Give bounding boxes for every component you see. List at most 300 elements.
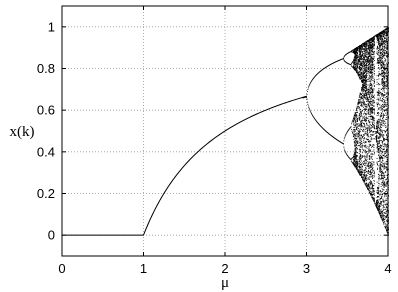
orbit-point: [360, 159, 361, 160]
orbit-point: [384, 61, 385, 62]
orbit-point: [384, 47, 385, 48]
orbit-point: [384, 149, 385, 150]
orbit-point: [373, 185, 374, 186]
orbit-point: [382, 110, 383, 111]
orbit-point: [388, 133, 389, 134]
orbit-point: [371, 104, 372, 105]
orbit-point: [373, 199, 374, 200]
orbit-point: [383, 223, 384, 224]
orbit-point: [373, 162, 374, 163]
orbit-point: [354, 132, 355, 133]
orbit-point: [383, 97, 384, 98]
orbit-point: [372, 59, 373, 60]
orbit-point: [378, 52, 379, 53]
orbit-point: [388, 222, 389, 223]
orbit-point: [380, 133, 381, 134]
orbit-point: [387, 76, 388, 77]
orbit-point: [362, 66, 363, 67]
orbit-point: [359, 165, 360, 166]
orbit-point: [373, 76, 374, 77]
orbit-point: [371, 79, 372, 80]
orbit-point: [386, 46, 387, 47]
orbit-point: [367, 68, 368, 69]
orbit-point: [367, 73, 368, 74]
orbit-point: [356, 138, 357, 139]
orbit-point: [377, 201, 378, 202]
orbit-point: [381, 107, 382, 108]
orbit-point: [361, 147, 362, 148]
orbit-point: [370, 90, 371, 91]
orbit-point: [370, 129, 371, 130]
orbit-point: [378, 71, 379, 72]
orbit-point: [361, 157, 362, 158]
bifurcation-curve: [62, 96, 307, 235]
orbit-point: [388, 130, 389, 131]
orbit-point: [373, 44, 374, 45]
orbit-point: [363, 53, 364, 54]
orbit-point: [381, 116, 382, 117]
orbit-point: [381, 186, 382, 187]
y-tick-label: 1: [47, 19, 55, 35]
orbit-point: [378, 179, 379, 180]
orbit-point: [363, 59, 364, 60]
orbit-point: [383, 137, 384, 138]
orbit-point: [362, 138, 363, 139]
orbit-point: [386, 82, 387, 83]
orbit-point: [379, 178, 380, 179]
orbit-point: [386, 106, 387, 107]
orbit-point: [368, 139, 369, 140]
orbit-point: [365, 71, 366, 72]
y-tick-label: 0: [47, 227, 55, 243]
orbit-point: [368, 166, 369, 167]
orbit-point: [383, 56, 384, 57]
orbit-point: [372, 93, 373, 94]
orbit-point: [379, 121, 380, 122]
orbit-point: [373, 38, 374, 39]
orbit-point: [378, 154, 379, 155]
orbit-point: [363, 78, 364, 79]
orbit-point: [369, 54, 370, 55]
orbit-point: [378, 197, 379, 198]
orbit-point: [382, 175, 383, 176]
orbit-point: [371, 156, 372, 157]
orbit-point: [380, 213, 381, 214]
orbit-point: [369, 70, 370, 71]
orbit-point: [372, 156, 373, 157]
orbit-point: [378, 185, 379, 186]
orbit-point: [379, 211, 380, 212]
orbit-point: [363, 56, 364, 57]
orbit-point: [359, 161, 360, 162]
orbit-point: [344, 150, 345, 151]
orbit-point: [353, 59, 354, 60]
orbit-point: [386, 179, 387, 180]
orbit-point: [386, 144, 387, 145]
orbit-point: [363, 107, 364, 108]
orbit-point: [377, 151, 378, 152]
orbit-point: [370, 46, 371, 47]
orbit-point: [388, 159, 389, 160]
orbit-point: [384, 79, 385, 80]
orbit-point: [362, 165, 363, 166]
orbit-point: [380, 119, 381, 120]
orbit-point: [388, 31, 389, 32]
orbit-point: [354, 64, 355, 65]
orbit-point: [387, 168, 388, 169]
orbit-point: [366, 117, 367, 118]
orbit-point: [362, 51, 363, 52]
orbit-point: [383, 186, 384, 187]
orbit-point: [379, 168, 380, 169]
orbit-point: [386, 115, 387, 116]
orbit-point: [361, 111, 362, 112]
orbit-point: [373, 144, 374, 145]
orbit-point: [364, 180, 365, 181]
orbit-point: [359, 130, 360, 131]
orbit-point: [379, 58, 380, 59]
orbit-point: [387, 224, 388, 225]
orbit-point: [380, 98, 381, 99]
orbit-point: [361, 70, 362, 71]
orbit-point: [365, 163, 366, 164]
orbit-point: [366, 175, 367, 176]
orbit-point: [366, 128, 367, 129]
orbit-point: [381, 68, 382, 69]
orbit-point: [343, 140, 344, 141]
orbit-point: [372, 56, 373, 57]
orbit-point: [366, 163, 367, 164]
orbit-point: [374, 44, 375, 45]
orbit-point: [368, 73, 369, 74]
orbit-point: [345, 151, 346, 152]
orbit-point: [363, 142, 364, 143]
orbit-point: [355, 138, 356, 139]
orbit-point: [384, 55, 385, 56]
orbit-point: [359, 149, 360, 150]
orbit-point: [361, 160, 362, 161]
orbit-point: [358, 108, 359, 109]
orbit-point: [380, 127, 381, 128]
y-axis-label: x(k): [9, 124, 35, 140]
orbit-point: [388, 42, 389, 43]
orbit-point: [383, 160, 384, 161]
orbit-point: [373, 131, 374, 132]
orbit-point: [352, 131, 353, 132]
orbit-point: [378, 48, 379, 49]
orbit-point: [368, 183, 369, 184]
orbit-point: [363, 109, 364, 110]
orbit-point: [387, 112, 388, 113]
orbit-point: [384, 92, 385, 93]
orbit-point: [364, 102, 365, 103]
orbit-point: [374, 199, 375, 200]
orbit-point: [386, 152, 387, 153]
orbit-point: [383, 52, 384, 53]
orbit-point: [360, 61, 361, 62]
orbit-point: [383, 117, 384, 118]
orbit-point: [365, 183, 366, 184]
orbit-point: [369, 167, 370, 168]
orbit-point: [384, 87, 385, 88]
orbit-point: [372, 146, 373, 147]
orbit-point: [377, 164, 378, 165]
orbit-point: [359, 169, 360, 170]
orbit-point: [378, 151, 379, 152]
orbit-point: [362, 143, 363, 144]
orbit-point: [356, 136, 357, 137]
orbit-point: [378, 187, 379, 188]
orbit-point: [362, 174, 363, 175]
orbit-point: [373, 151, 374, 152]
orbit-point: [372, 159, 373, 160]
orbit-point: [370, 40, 371, 41]
orbit-point: [363, 138, 364, 139]
orbit-point: [383, 120, 384, 121]
orbit-point: [360, 59, 361, 60]
orbit-point: [378, 124, 379, 125]
orbit-point: [378, 176, 379, 177]
orbit-point: [380, 123, 381, 124]
orbit-point: [370, 144, 371, 145]
orbit-point: [388, 75, 389, 76]
orbit-point: [381, 175, 382, 176]
orbit-point: [363, 149, 364, 150]
orbit-point: [358, 166, 359, 167]
orbit-point: [368, 43, 369, 44]
orbit-point: [359, 107, 360, 108]
orbit-point: [373, 99, 374, 100]
orbit-point: [383, 199, 384, 200]
orbit-point: [353, 161, 354, 162]
orbit-point: [371, 84, 372, 85]
orbit-point: [388, 187, 389, 188]
orbit-point: [372, 176, 373, 177]
orbit-point: [377, 102, 378, 103]
orbit-point: [357, 110, 358, 111]
orbit-point: [384, 72, 385, 73]
orbit-point: [388, 185, 389, 186]
orbit-point: [366, 95, 367, 96]
orbit-point: [385, 59, 386, 60]
orbit-point: [373, 58, 374, 59]
orbit-point: [386, 84, 387, 85]
orbit-point: [362, 75, 363, 76]
orbit-point: [370, 150, 371, 151]
orbit-point: [383, 141, 384, 142]
orbit-point: [388, 207, 389, 208]
orbit-point: [370, 83, 371, 84]
orbit-point: [384, 68, 385, 69]
orbit-point: [386, 185, 387, 186]
orbit-point: [387, 192, 388, 193]
orbit-point: [380, 149, 381, 150]
orbit-point: [360, 75, 361, 76]
orbit-point: [386, 168, 387, 169]
orbit-point: [311, 112, 312, 113]
orbit-point: [345, 136, 346, 137]
orbit-point: [381, 62, 382, 63]
orbit-point: [385, 50, 386, 51]
orbit-point: [386, 225, 387, 226]
orbit-point: [356, 114, 357, 115]
orbit-point: [381, 113, 382, 114]
orbit-point: [377, 99, 378, 100]
orbit-point: [364, 97, 365, 98]
orbit-point: [352, 121, 353, 122]
orbit-point: [388, 53, 389, 54]
orbit-point: [387, 35, 388, 36]
orbit-point: [369, 146, 370, 147]
orbit-point: [363, 71, 364, 72]
orbit-point: [369, 140, 370, 141]
orbit-point: [358, 61, 359, 62]
orbit-point: [363, 103, 364, 104]
orbit-point: [373, 78, 374, 79]
orbit-point: [371, 137, 372, 138]
orbit-point: [384, 91, 385, 92]
orbit-point: [378, 202, 379, 203]
orbit-point: [360, 138, 361, 139]
orbit-point: [382, 213, 383, 214]
orbit-point: [386, 119, 387, 120]
orbit-point: [369, 127, 370, 128]
orbit-point: [370, 131, 371, 132]
orbit-point: [388, 63, 389, 64]
orbit-point: [362, 171, 363, 172]
orbit-point: [384, 74, 385, 75]
orbit-point: [370, 184, 371, 185]
orbit-point: [355, 124, 356, 125]
orbit-point: [384, 69, 385, 70]
orbit-point: [382, 157, 383, 158]
orbit-point: [384, 66, 385, 67]
orbit-point: [372, 75, 373, 76]
orbit-point: [387, 73, 388, 74]
orbit-point: [384, 124, 385, 125]
orbit-point: [380, 190, 381, 191]
orbit-point: [384, 78, 385, 79]
orbit-point: [365, 129, 366, 130]
orbit-point: [370, 59, 371, 60]
orbit-point: [359, 66, 360, 67]
orbit-point: [378, 211, 379, 212]
orbit-point: [372, 50, 373, 51]
orbit-point: [387, 68, 388, 69]
orbit-point: [377, 113, 378, 114]
orbit-point: [362, 137, 363, 138]
orbit-point: [381, 41, 382, 42]
x-axis-label: μ: [220, 275, 230, 291]
orbit-point: [364, 151, 365, 152]
orbit-point: [378, 63, 379, 64]
orbit-point: [382, 185, 383, 186]
orbit-point: [363, 103, 364, 104]
orbit-point: [376, 133, 377, 134]
orbit-point: [368, 60, 369, 61]
orbit-point: [374, 181, 375, 182]
orbit-point: [365, 56, 366, 57]
orbit-point: [368, 136, 369, 137]
orbit-point: [371, 167, 372, 168]
orbit-point: [384, 207, 385, 208]
orbit-point: [368, 120, 369, 121]
orbit-point: [388, 145, 389, 146]
orbit-point: [386, 88, 387, 89]
orbit-point: [374, 38, 375, 39]
orbit-point: [382, 143, 383, 144]
orbit-point: [372, 161, 373, 162]
orbit-point: [381, 196, 382, 197]
orbit-point: [380, 61, 381, 62]
orbit-point: [372, 122, 373, 123]
orbit-point: [365, 109, 366, 110]
orbit-point: [380, 199, 381, 200]
orbit-point: [382, 79, 383, 80]
orbit-point: [373, 92, 374, 93]
orbit-point: [384, 100, 385, 101]
orbit-point: [354, 137, 355, 138]
orbit-point: [362, 157, 363, 158]
orbit-point: [373, 144, 374, 145]
orbit-point: [385, 119, 386, 120]
orbit-point: [370, 167, 371, 168]
orbit-point: [385, 218, 386, 219]
orbit-point: [356, 134, 357, 135]
orbit-point: [374, 81, 375, 82]
orbit-point: [357, 124, 358, 125]
orbit-point: [357, 152, 358, 153]
orbit-point: [367, 184, 368, 185]
orbit-point: [366, 114, 367, 115]
orbit-point: [388, 229, 389, 230]
orbit-point: [385, 172, 386, 173]
orbit-point: [383, 66, 384, 67]
orbit-point: [366, 94, 367, 95]
orbit-point: [369, 106, 370, 107]
orbit-point: [362, 59, 363, 60]
orbit-point: [386, 76, 387, 77]
orbit-point: [378, 94, 379, 95]
orbit-point: [372, 192, 373, 193]
orbit-point: [360, 147, 361, 148]
orbit-point: [359, 53, 360, 54]
orbit-point: [355, 149, 356, 150]
orbit-point: [362, 64, 363, 65]
orbit-point: [384, 64, 385, 65]
orbit-point: [366, 106, 367, 107]
orbit-point: [353, 155, 354, 156]
orbit-point: [365, 151, 366, 152]
orbit-point: [372, 69, 373, 70]
orbit-point: [362, 130, 363, 131]
orbit-point: [369, 72, 370, 73]
orbit-point: [377, 163, 378, 164]
orbit-point: [374, 198, 375, 199]
orbit-point: [357, 168, 358, 169]
orbit-point: [367, 75, 368, 76]
orbit-point: [383, 114, 384, 115]
orbit-point: [383, 130, 384, 131]
orbit-point: [371, 127, 372, 128]
orbit-point: [356, 144, 357, 145]
orbit-point: [366, 134, 367, 135]
orbit-point: [383, 82, 384, 83]
orbit-point: [362, 155, 363, 156]
orbit-point: [388, 227, 389, 228]
orbit-point: [360, 155, 361, 156]
orbit-point: [380, 198, 381, 199]
